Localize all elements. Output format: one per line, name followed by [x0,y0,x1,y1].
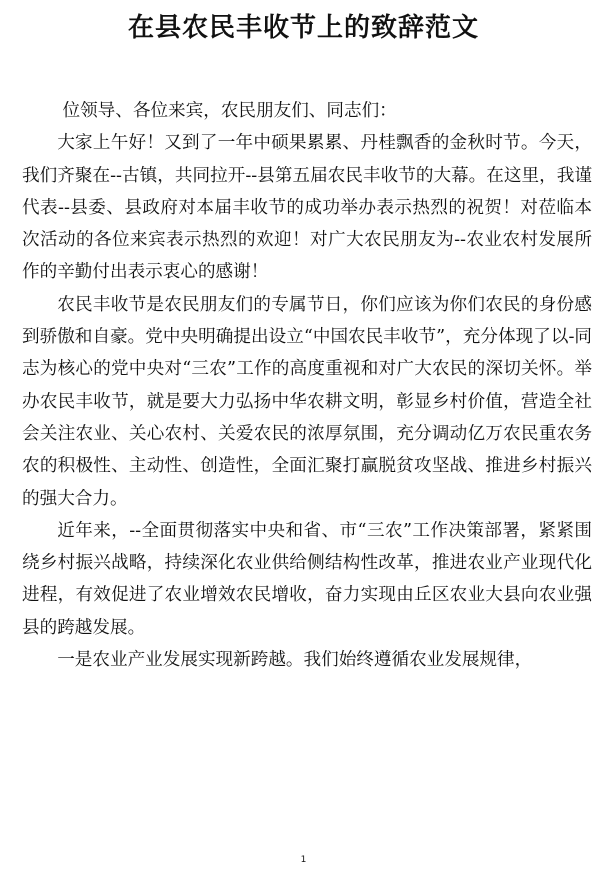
paragraph-greeting: 大家上午好！又到了一年中硕果累累、丹桂飘香的金秋时节。今天，我们齐聚在--古镇，共同拉开--县第五届农民丰收节的大幕。在这里，我谨代表--县委、县政府对本届丰收节的成功举办表示热烈的祝贺！对莅临本次活动的各位来宾表示热烈的欢迎！对广大农民朋友为--农业农村发展所作的辛勤付出表示衷心的感谢！ [22,133,592,283]
page-number: 1 [300,855,307,865]
document-body [22,95,592,676]
salutation: 位领导、各位来宾，农民朋友们、同志们： [62,101,397,121]
paragraph-recent-years: 近年来，--全面贯彻落实中央和省、市“三农”工作决策部署，紧紧围绕乡村振兴战略，持续深化农业供给侧结构性改革，推进农业产业现代化进程，有效促进了农业增效农民增收，奋力实现由丘区农业大县向农业强县的跨越发展。 [22,520,592,638]
paragraph-industry-development: 一是农业产业发展实现新跨越。我们始终遵循农业发展规律， [57,650,533,671]
document-title: 在县农民丰收节上的致辞范文 [127,13,479,43]
paragraph-harvest-festival: 农民丰收节是农民朋友们的专属节日，你们应该为你们农民的身份感到骄傲和自豪。党中央明确提出设立“中国农民丰收节”，充分体现了以-同志为核心的党中央对“三农”工作的高度重视和对广大农民的深切关怀。举办农民丰收节，就是要大力弘扬中华农耕文明，彰显乡村价值，营造全社会关注农业、关心农村、关爱农民的浓厚氛围，充分调动亿万农民重农务农的积极性、主动性、创造性，全面汇聚打赢脱贫攻坚战、推进乡村振兴的强大合力。 [22,294,592,509]
